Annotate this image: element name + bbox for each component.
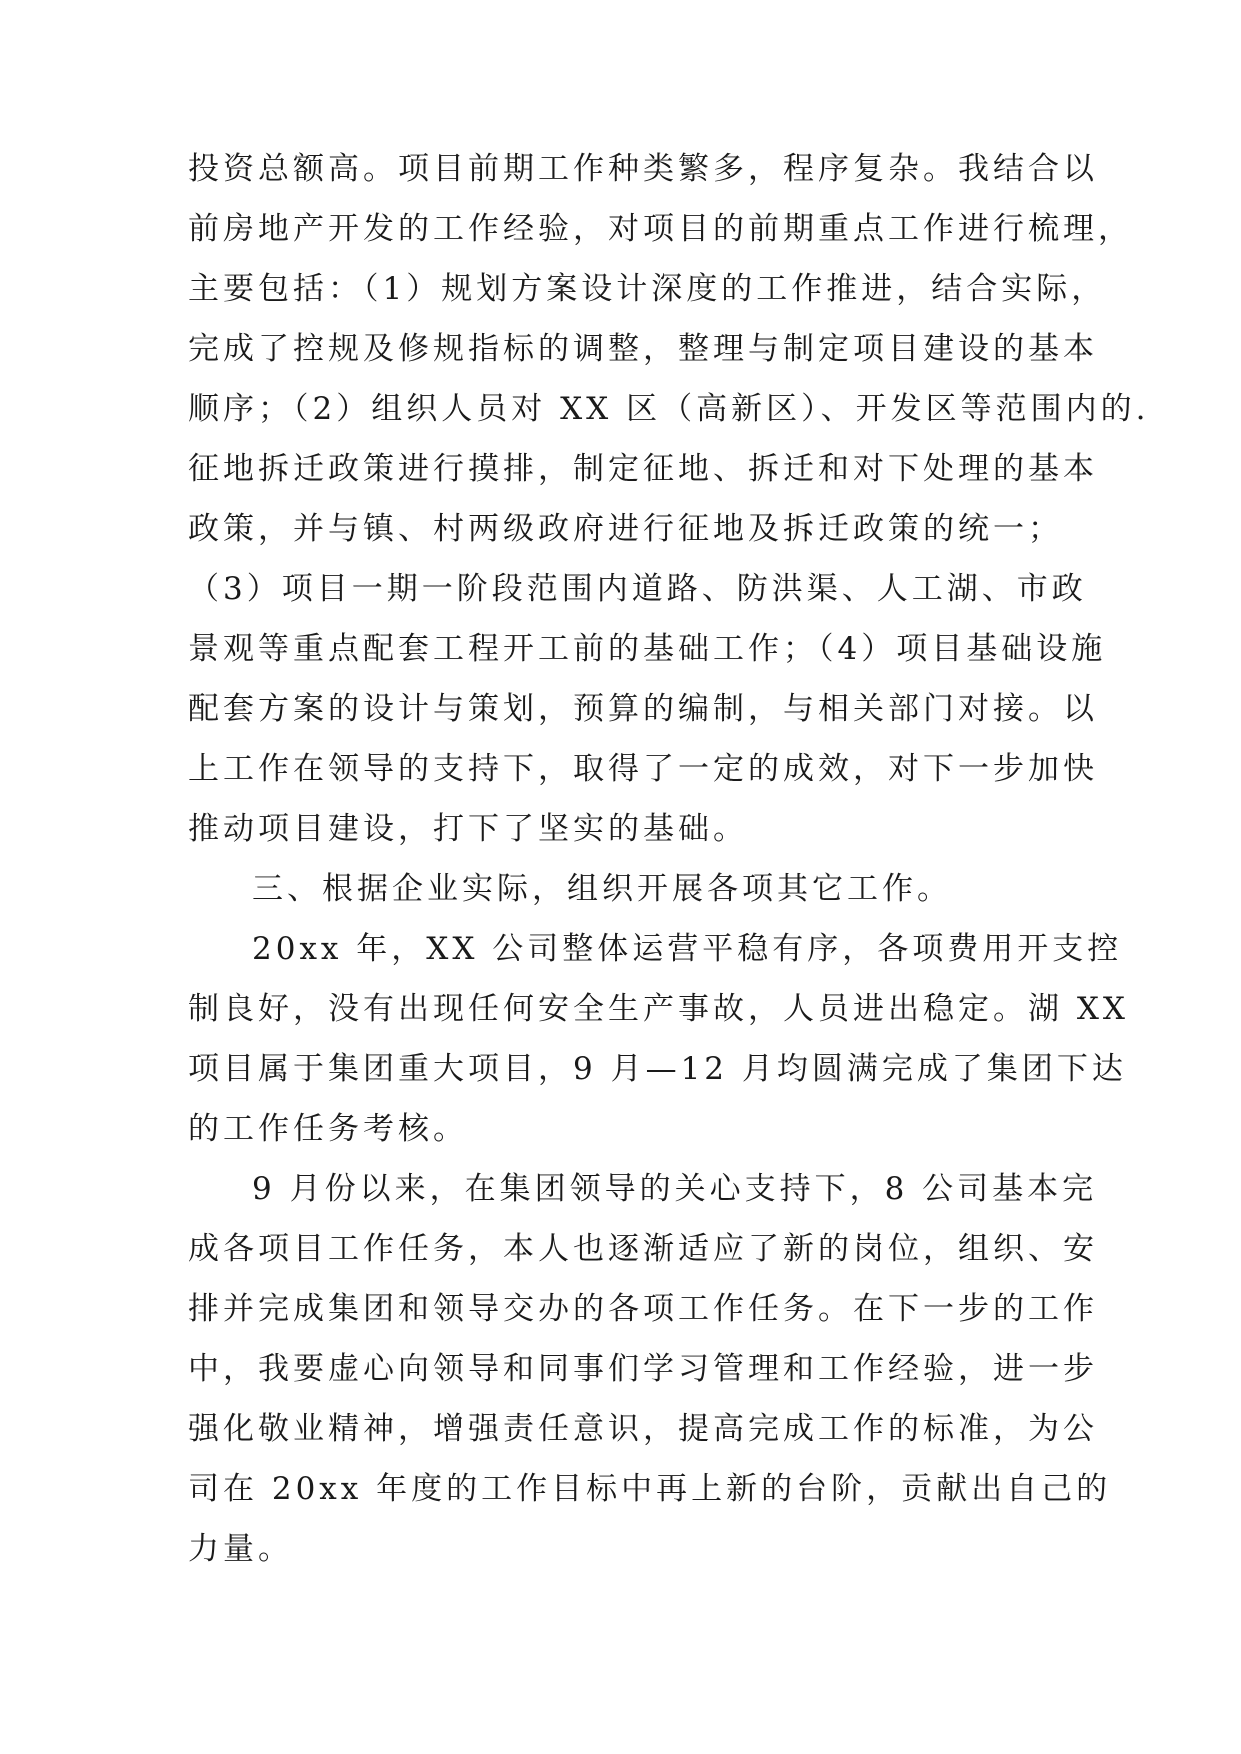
section-heading: 三、根据企业实际，组织开展各项其它工作。	[252, 871, 952, 907]
text-line: 力量。	[188, 1531, 293, 1567]
text-line: 制良好，没有出现任何安全生产事故，人员进出稳定。湖 XX	[188, 991, 1129, 1027]
text-line: 中，我要虚心向领导和同事们学习管理和工作经验，进一步	[188, 1351, 1098, 1387]
text-line: 配套方案的设计与策划，预算的编制，与相关部门对接。以	[188, 691, 1098, 727]
text-line: 的工作任务考核。	[188, 1111, 468, 1147]
text-line: 上工作在领导的支持下，取得了一定的成效，对下一步加快	[188, 751, 1098, 787]
text-line: （3）项目一期一阶段范围内道路、防洪渠、人工湖、市政	[188, 571, 1087, 607]
text-line: 政策，并与镇、村两级政府进行征地及拆迁政策的统一；	[188, 511, 1063, 547]
text-line: 司在 20xx 年度的工作目标中再上新的台阶，贡献出自己的	[188, 1471, 1112, 1507]
text-line: 20xx 年，XX 公司整体运营平稳有序，各项费用开支控	[252, 931, 1123, 967]
text-line: 9 月份以来，在集团领导的关心支持下，8 公司基本完	[252, 1171, 1098, 1207]
text-line: 主要包括：（1）规划方案设计深度的工作推进，结合实际，	[188, 271, 1107, 307]
text-line: 景观等重点配套工程开工前的基础工作；（4）项目基础设施	[188, 631, 1107, 667]
text-line: 推动项目建设，打下了坚实的基础。	[188, 811, 748, 847]
text-line: 前房地产开发的工作经验，对项目的前期重点工作进行梳理，	[188, 211, 1133, 247]
text-line: 征地拆迁政策进行摸排，制定征地、拆迁和对下处理的基本	[188, 451, 1098, 487]
text-line: 排并完成集团和领导交办的各项工作任务。在下一步的工作	[188, 1291, 1098, 1327]
text-line: 成各项目工作任务，本人也逐渐适应了新的岗位，组织、安	[188, 1231, 1098, 1267]
text-line: 投资总额高。项目前期工作种类繁多，程序复杂。我结合以	[188, 151, 1098, 187]
text-line: 项目属于集团重大项目，9 月—12 月均圆满完成了集团下达	[188, 1051, 1127, 1087]
text-line: 完成了控规及修规指标的调整，整理与制定项目建设的基本	[188, 331, 1098, 367]
text-line: 强化敬业精神，增强责任意识，提高完成工作的标准，为公	[188, 1411, 1098, 1447]
text-line: 顺序；（2）组织人员对 XX 区（高新区）、开发区等范围内的.	[188, 391, 1150, 427]
